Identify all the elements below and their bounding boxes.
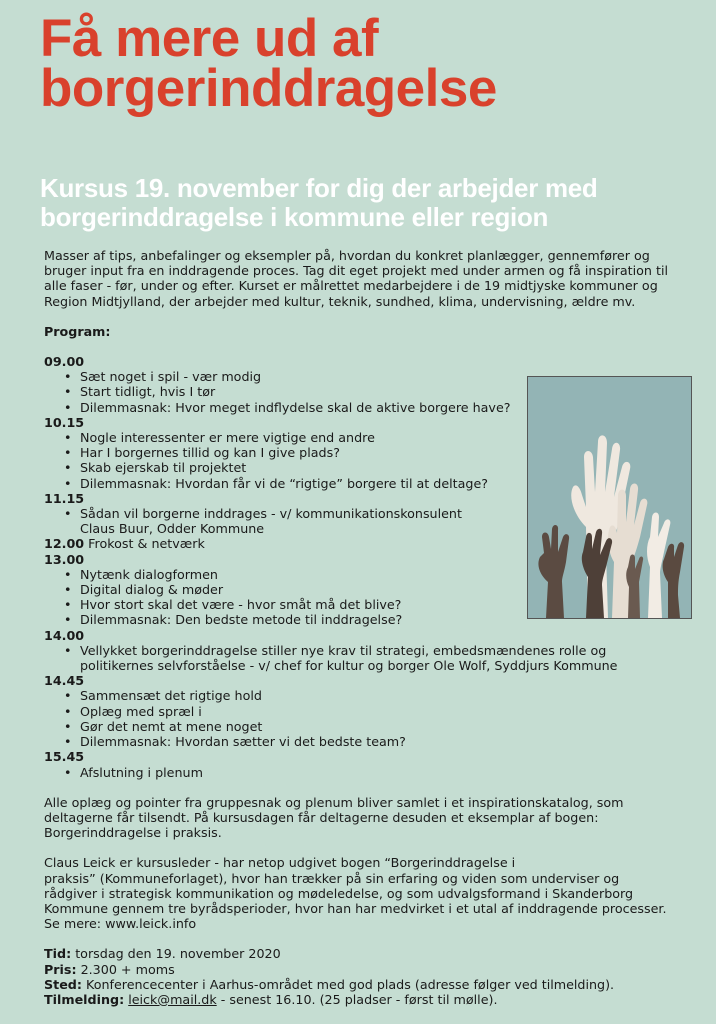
program-time-1545: 15.45 xyxy=(44,749,85,765)
program-list-1300 xyxy=(44,567,674,628)
intro-line: Region Midtjylland, der arbejder med kultur, teknik, sundhed, klima, undervisning, ældre mv. xyxy=(44,293,636,309)
program-item: • Start tidligt, hvis I tør xyxy=(80,384,674,399)
program-item: • Dilemmasnak: Hvordan får vi de “rigtige” borgere til at deltage? xyxy=(80,476,674,491)
intro-paragraph xyxy=(44,248,674,309)
program-time-1300: 13.00 xyxy=(44,551,85,567)
program-item xyxy=(80,506,674,536)
program-item: • Afslutning i plenum xyxy=(80,765,674,780)
program-item: • Skab ejerskab til projektet xyxy=(80,460,674,475)
program-list-0900 xyxy=(44,369,674,415)
detail-pris xyxy=(44,962,674,977)
details-block xyxy=(44,946,674,1007)
program-time-1445: 14.45 xyxy=(44,673,85,689)
intro-line: bruger input fra en inddragende proces. Tag dit eget projekt med under armen og få inspiration til xyxy=(44,263,669,279)
program-item: • Digital dialog & møder xyxy=(80,582,674,597)
program-item-line: Claus Buur, Odder Kommune xyxy=(80,521,265,537)
program-item: • Oplæg med spræl i xyxy=(80,704,674,719)
tilmelding-label: Tilmelding: xyxy=(44,991,125,1007)
catalog-paragraph xyxy=(44,795,674,841)
program-list-1015 xyxy=(44,430,674,491)
program-list-1545 xyxy=(44,765,674,780)
leader-paragraph xyxy=(44,855,674,931)
program-time-1015: 10.15 xyxy=(44,414,85,430)
program-lunch xyxy=(44,536,674,551)
program-item: • Sammensæt det rigtige hold xyxy=(80,688,674,703)
pris-label: Pris: xyxy=(44,961,77,977)
pris-value: 2.300 + moms xyxy=(76,961,175,977)
program-lunch-text: Frokost & netværk xyxy=(84,536,205,552)
subtitle-line-1: Kursus 19. november for dig der arbejder med xyxy=(40,173,598,203)
sted-value: Konferencecenter i Aarhus-området med god plads (adresse følger ved tilmelding). xyxy=(81,976,615,992)
leader-line: Kommune gennem tre byrådsperioder, hvor han har medvirket i et utal af inddragende processer. xyxy=(44,900,667,916)
main-title xyxy=(40,9,700,118)
program-time-1115: 11.15 xyxy=(44,490,85,506)
program-item xyxy=(80,643,674,673)
leader-line: praksis” (Kommuneforlaget), hvor han trækker på sin erfaring og viden som underviser og xyxy=(44,870,620,886)
program-time-1200: 12.00 xyxy=(44,536,85,552)
catalog-line: deltagerne får tilsendt. På kursusdagen får deltagerne desuden et eksemplar af bogen: xyxy=(44,809,599,825)
intro-line: alle faser - før, under og efter. Kurset er målrettet medarbejdere i de 19 midtjyske kommuner og xyxy=(44,278,658,294)
leader-line: rådgiver i strategisk kommunikation og mødeledelse, og som udvalgsformand i Skanderborg xyxy=(44,885,634,901)
tid-value: torsdag den 19. november 2020 xyxy=(71,946,281,962)
detail-sted xyxy=(44,977,674,992)
program-item: • Sæt noget i spil - vær modig xyxy=(80,369,674,384)
program-list-1115 xyxy=(44,506,674,536)
program-list-1400 xyxy=(44,643,674,673)
detail-tid xyxy=(44,946,674,961)
program-list-1445 xyxy=(44,688,674,749)
tilmelding-value: - senest 16.10. (25 pladser - først til mølle). xyxy=(216,991,498,1007)
intro-line: Masser af tips, anbefalinger og eksempler på, hvordan du konkret planlægger, gennemfører og xyxy=(44,248,650,263)
program-item: • Hvor stort skal det være - hvor småt må det blive? xyxy=(80,597,674,612)
program-item-line: • Sådan vil borgerne inddrages - v/ kommunikationskonsulent xyxy=(80,506,462,522)
detail-tilmelding xyxy=(44,992,674,1007)
program-item: • Gør det nemt at mene noget xyxy=(80,719,674,734)
catalog-line: Borgerinddragelse i praksis. xyxy=(44,825,222,841)
title-line-2: borgerinddragelse xyxy=(40,59,497,118)
leader-line: Claus Leick er kursusleder - har netop udgivet bogen “Borgerinddragelse i xyxy=(44,855,516,871)
program-item-line: politikernes selvforståelse - v/ chef for kultur og borger Ole Wolf, Syddjurs Kommune xyxy=(80,658,618,674)
program-time-0900: 09.00 xyxy=(44,354,85,370)
subtitle-line-2: borgerinddragelse i kommune eller region xyxy=(40,202,549,232)
program-item: • Nogle interessenter er mere vigtige end andre xyxy=(80,430,674,445)
body-text xyxy=(44,248,674,1007)
program-heading: Program: xyxy=(44,323,111,339)
sted-label: Sted: xyxy=(44,976,82,992)
program-time-1400: 14.00 xyxy=(44,627,85,643)
catalog-line: Alle oplæg og pointer fra gruppesnak og plenum bliver samlet i et inspirationskatalog, som xyxy=(44,794,624,810)
program-item: • Har I borgernes tillid og kan I give plads? xyxy=(80,445,674,460)
program-item: • Nytænk dialogformen xyxy=(80,567,674,582)
title-line-1: Få mere ud af xyxy=(40,9,379,68)
program-item: • Dilemmasnak: Den bedste metode til inddragelse? xyxy=(80,612,674,627)
email-link[interactable]: leick@mail.dk xyxy=(128,991,217,1007)
program-item: • Dilemmasnak: Hvordan sætter vi det bedste team? xyxy=(80,734,674,749)
subtitle xyxy=(40,174,710,232)
program-item: • Dilemmasnak: Hvor meget indflydelse skal de aktive borgere have? xyxy=(80,400,674,415)
leader-line: Se mere: www.leick.info xyxy=(44,916,197,932)
tid-label: Tid: xyxy=(44,946,72,962)
program-item-line: • Vellykket borgerinddragelse stiller nye krav til strategi, embedsmændenes rolle og xyxy=(80,642,607,658)
